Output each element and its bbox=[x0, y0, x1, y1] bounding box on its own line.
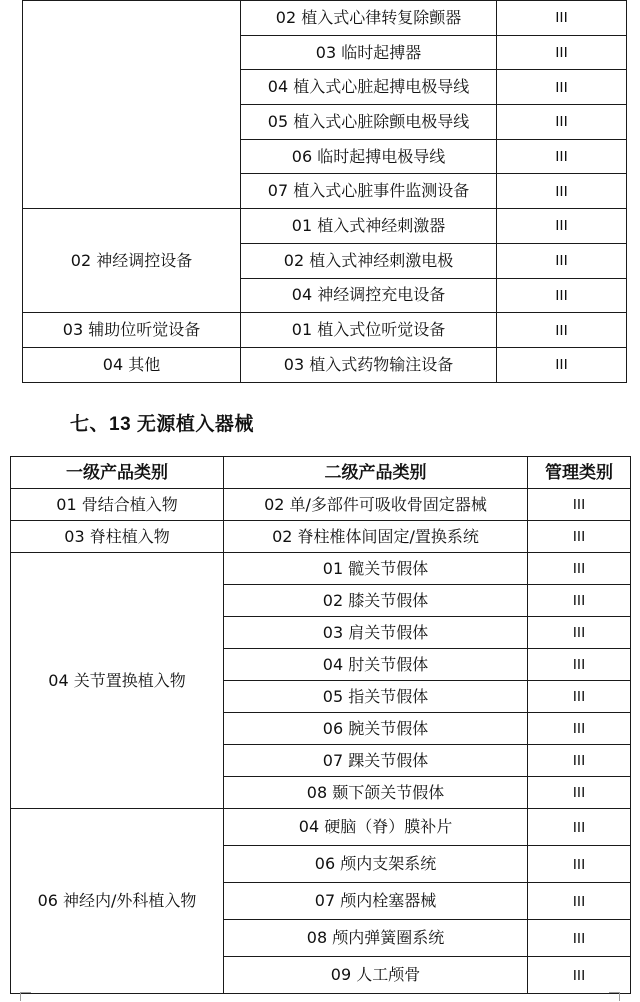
table-row bbox=[23, 347, 627, 382]
class-cell: III bbox=[528, 585, 631, 617]
subcategory-cell: 07 踝关节假体 bbox=[224, 745, 528, 777]
category-cell bbox=[23, 1, 241, 209]
header-secondary-category: 二级产品类别 bbox=[224, 457, 528, 489]
class-cell: III bbox=[497, 35, 627, 70]
table-row bbox=[11, 553, 631, 585]
class-cell: III bbox=[497, 313, 627, 348]
class-cell: III bbox=[528, 553, 631, 585]
class-cell: III bbox=[497, 209, 627, 244]
subcategory-cell: 04 硬脑（脊）膜补片 bbox=[224, 809, 528, 846]
category-cell: 02 神经调控设备 bbox=[23, 209, 241, 313]
subcategory-cell: 09 人工颅骨 bbox=[224, 957, 528, 994]
table-row bbox=[23, 209, 627, 244]
subcategory-cell: 03 肩关节假体 bbox=[224, 617, 528, 649]
class-cell: III bbox=[497, 105, 627, 140]
subcategory-cell: 02 植入式神经刺激电极 bbox=[241, 243, 497, 278]
class-cell: III bbox=[528, 846, 631, 883]
subcategory-cell: 07 植入式心脏事件监测设备 bbox=[241, 174, 497, 209]
class-cell: III bbox=[528, 809, 631, 846]
class-cell: III bbox=[528, 883, 631, 920]
subcategory-cell: 01 植入式位听觉设备 bbox=[241, 313, 497, 348]
subcategory-cell: 04 植入式心脏起搏电极导线 bbox=[241, 70, 497, 105]
subcategory-cell: 03 临时起搏器 bbox=[241, 35, 497, 70]
class-cell: III bbox=[528, 649, 631, 681]
category-cell: 06 神经内/外科植入物 bbox=[11, 809, 224, 994]
class-cell: III bbox=[528, 777, 631, 809]
subcategory-cell: 06 腕关节假体 bbox=[224, 713, 528, 745]
table-row bbox=[23, 313, 627, 348]
class-cell: III bbox=[528, 920, 631, 957]
subcategory-cell: 02 单/多部件可吸收骨固定器械 bbox=[224, 489, 528, 521]
class-cell: III bbox=[528, 681, 631, 713]
class-cell: III bbox=[497, 1, 627, 36]
cardiac-devices-table bbox=[22, 0, 627, 383]
subcategory-cell: 02 植入式心律转复除颤器 bbox=[241, 1, 497, 36]
class-cell: III bbox=[528, 489, 631, 521]
subcategory-cell: 08 颅内弹簧圈系统 bbox=[224, 920, 528, 957]
class-cell: III bbox=[497, 174, 627, 209]
class-cell: III bbox=[497, 347, 627, 382]
subcategory-cell: 04 肘关节假体 bbox=[224, 649, 528, 681]
category-cell: 01 骨结合植入物 bbox=[11, 489, 224, 521]
subcategory-cell: 01 髋关节假体 bbox=[224, 553, 528, 585]
class-cell: III bbox=[528, 521, 631, 553]
subcategory-cell: 04 神经调控充电设备 bbox=[241, 278, 497, 313]
header-management-class: 管理类别 bbox=[528, 457, 631, 489]
subcategory-cell: 03 植入式药物输注设备 bbox=[241, 347, 497, 382]
table-row bbox=[11, 521, 631, 553]
category-cell: 03 辅助位听觉设备 bbox=[23, 313, 241, 348]
header-primary-category: 一级产品类别 bbox=[11, 457, 224, 489]
subcategory-cell: 02 膝关节假体 bbox=[224, 585, 528, 617]
category-cell: 04 关节置换植入物 bbox=[11, 553, 224, 809]
subcategory-cell: 01 植入式神经刺激器 bbox=[241, 209, 497, 244]
header-row bbox=[11, 457, 631, 489]
section-heading: 七、13 无源植入器械 bbox=[70, 414, 254, 435]
category-cell: 03 脊柱植入物 bbox=[11, 521, 224, 553]
subcategory-cell: 02 脊柱椎体间固定/置换系统 bbox=[224, 521, 528, 553]
subcategory-cell: 08 颞下颌关节假体 bbox=[224, 777, 528, 809]
class-cell: III bbox=[528, 713, 631, 745]
table-row bbox=[23, 1, 627, 36]
subcategory-cell: 05 植入式心脏除颤电极导线 bbox=[241, 105, 497, 140]
subcategory-cell: 07 颅内栓塞器械 bbox=[224, 883, 528, 920]
class-cell: III bbox=[497, 278, 627, 313]
table-row bbox=[11, 809, 631, 846]
class-cell: III bbox=[497, 243, 627, 278]
subcategory-cell: 06 临时起搏电极导线 bbox=[241, 139, 497, 174]
class-cell: III bbox=[497, 139, 627, 174]
category-cell: 04 其他 bbox=[23, 347, 241, 382]
class-cell: III bbox=[528, 957, 631, 994]
class-cell: III bbox=[528, 745, 631, 777]
subcategory-cell: 06 颅内支架系统 bbox=[224, 846, 528, 883]
page-corner-mark-right bbox=[609, 992, 620, 1001]
page-corner-mark-left bbox=[20, 992, 31, 1001]
passive-implants-table bbox=[10, 456, 631, 994]
class-cell: III bbox=[528, 617, 631, 649]
table-row bbox=[11, 489, 631, 521]
subcategory-cell: 05 指关节假体 bbox=[224, 681, 528, 713]
class-cell: III bbox=[497, 70, 627, 105]
